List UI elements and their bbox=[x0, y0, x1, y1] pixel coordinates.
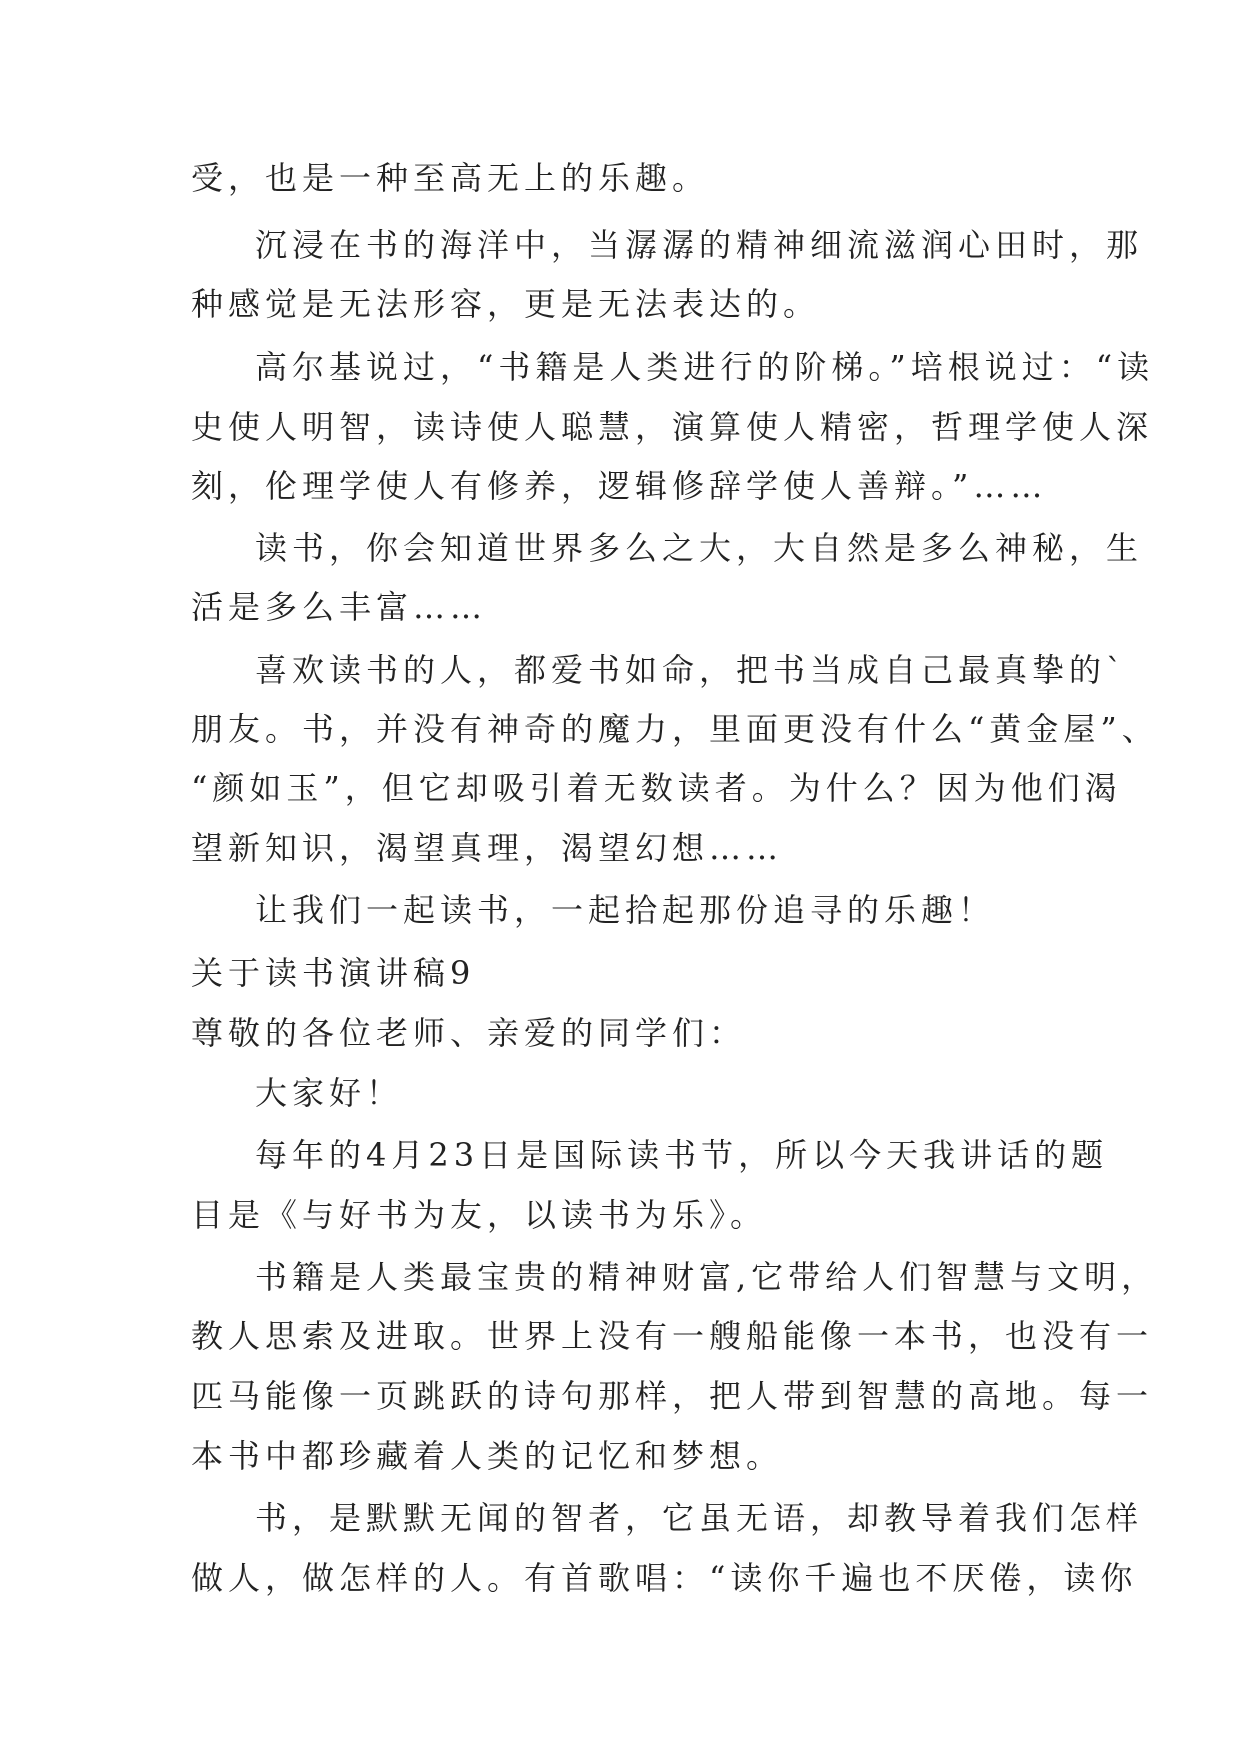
text-line: 教人思索及进取。世界上没有一艘船能像一本书，也没有一 bbox=[191, 1317, 1154, 1355]
text-line: 刻，伦理学使人有修养，逻辑修辞学使人善辩。”…… bbox=[191, 467, 1048, 505]
text-line: 朋友。书，并没有神奇的魔力，里面更没有什么“黄金屋”、 bbox=[191, 710, 1159, 748]
text-line: 目是《与好书为友，以读书为乐》。 bbox=[191, 1196, 768, 1234]
text-line: 做人，做怎样的人。有首歌唱：“读你千遍也不厌倦，读你 bbox=[191, 1559, 1138, 1597]
text-line: 受，也是一种至高无上的乐趣。 bbox=[191, 159, 710, 197]
paragraph-first-line: 书，是默默无闻的智者，它虽无语，却教导着我们怎样 bbox=[255, 1499, 1144, 1537]
text-line: 活是多么丰富…… bbox=[191, 588, 488, 626]
paragraph-first-line: 高尔基说过，“书籍是人类进行的阶梯。”培根说过：“读 bbox=[255, 348, 1155, 386]
text-line: 望新知识，渴望真理，渴望幻想…… bbox=[191, 829, 784, 867]
salutation: 尊敬的各位老师、亲爱的同学们： bbox=[191, 1014, 747, 1052]
text-line: 本书中都珍藏着人类的记忆和梦想。 bbox=[191, 1437, 784, 1475]
paragraph-first-line: 喜欢读书的人，都爱书如命，把书当成自己最真挚的` bbox=[255, 651, 1128, 689]
text-line: “颜如玉”，但它却吸引着无数读者。为什么？因为他们渴 bbox=[191, 769, 1122, 807]
paragraph-first-line: 沉浸在书的海洋中，当潺潺的精神细流滋润心田时，那 bbox=[255, 226, 1144, 264]
text-line: 种感觉是无法形容，更是无法表达的。 bbox=[191, 285, 821, 323]
text-line: 史使人明智，读诗使人聪慧，演算使人精密，哲理学使人深 bbox=[191, 408, 1154, 446]
paragraph-first-line: 每年的4月23日是国际读书节，所以今天我讲话的题 bbox=[255, 1136, 1109, 1174]
paragraph-first-line: 让我们一起读书，一起拾起那份追寻的乐趣！ bbox=[255, 891, 996, 929]
section-heading: 关于读书演讲稿9 bbox=[191, 954, 476, 992]
paragraph-first-line: 读书，你会知道世界多么之大，大自然是多么神秘，生 bbox=[255, 529, 1144, 567]
greeting: 大家好！ bbox=[255, 1074, 404, 1112]
paragraph-first-line: 书籍是人类最宝贵的精神财富,它带给人们智慧与文明， bbox=[255, 1258, 1159, 1296]
text-line: 匹马能像一页跳跃的诗句那样，把人带到智慧的高地。每一 bbox=[191, 1377, 1154, 1415]
